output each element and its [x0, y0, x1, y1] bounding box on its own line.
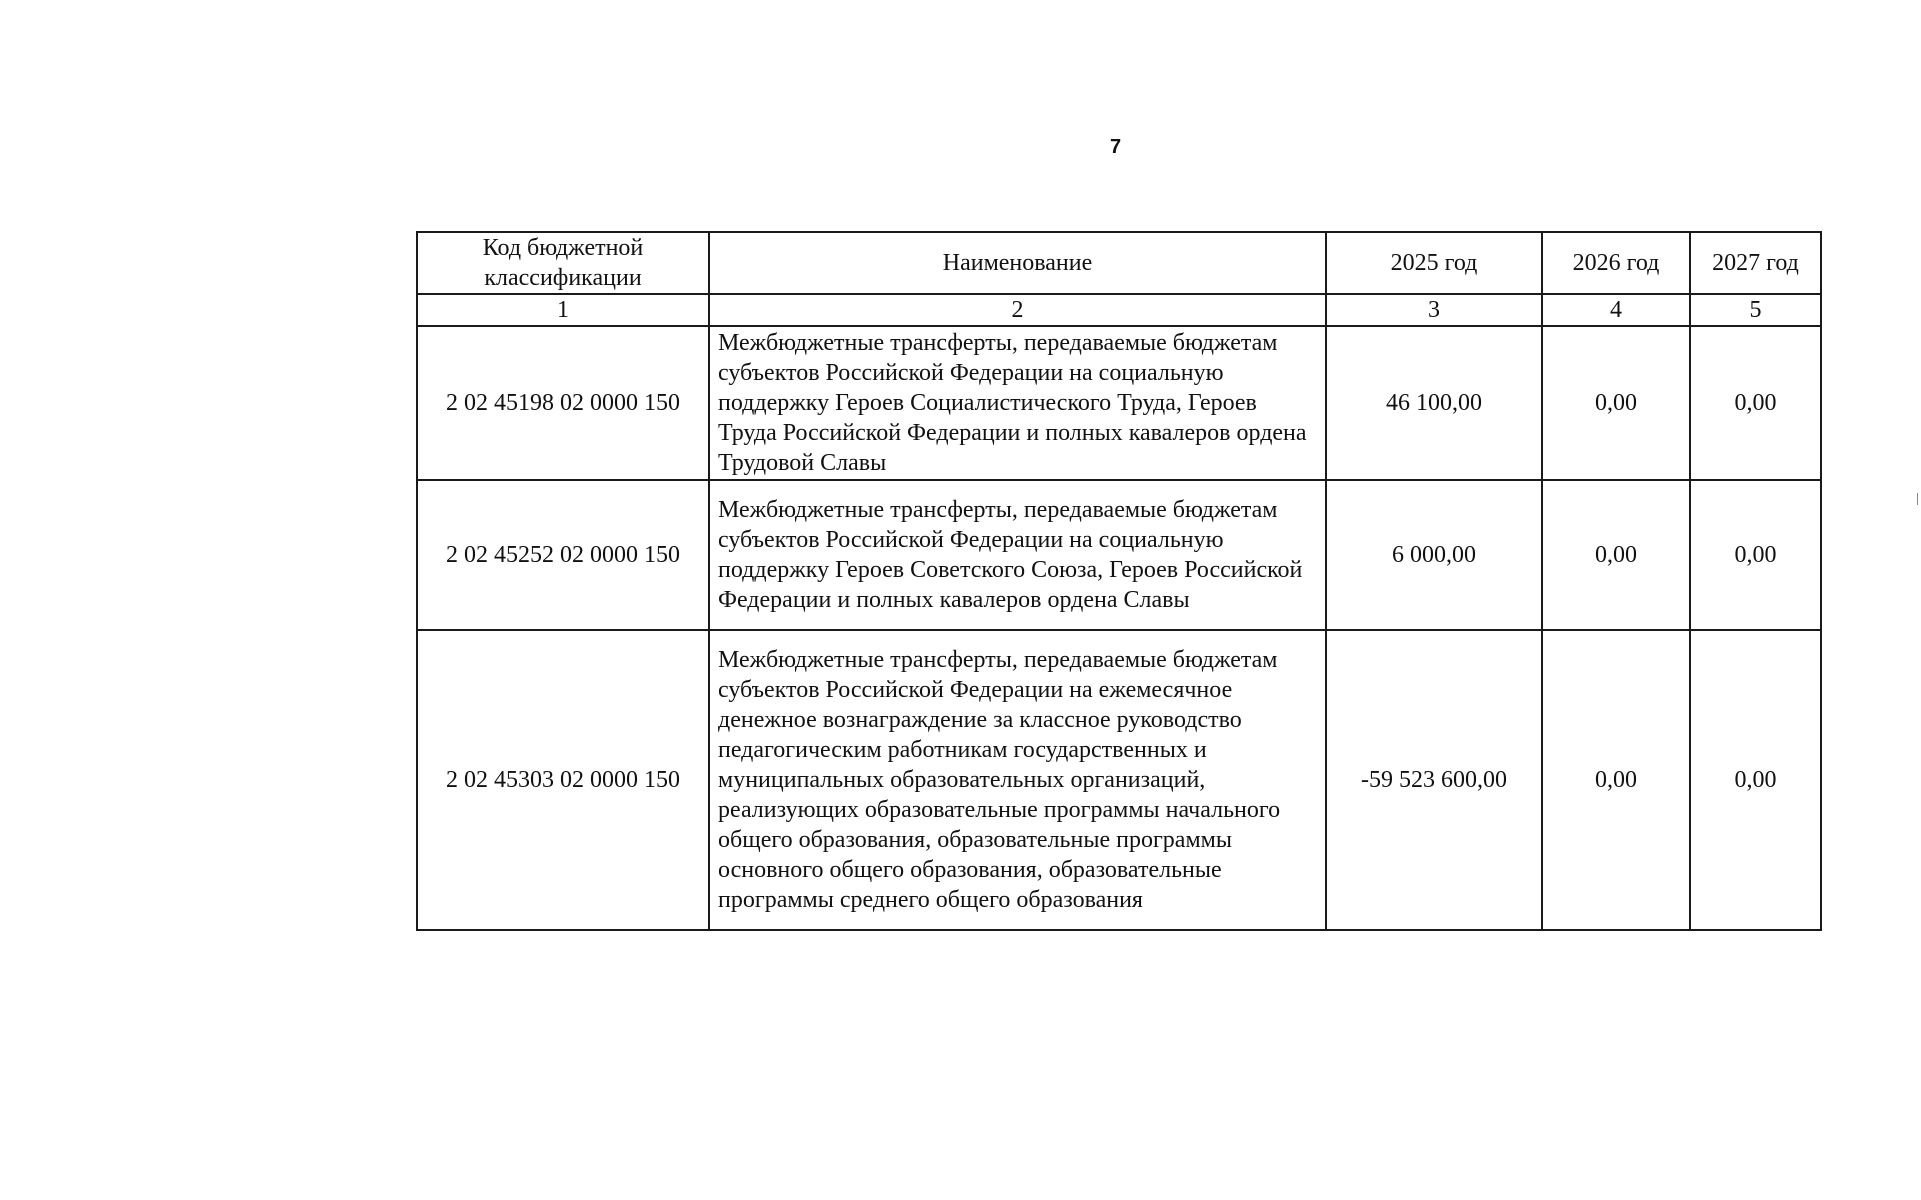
description-cell: Межбюджетные трансферты, передаваемые бюджетам субъектов Российской Федерации на социальную поддержку Героев Социалистического Труда, Героев Труда Российской Федерации и полных кавалеров ордена Трудовой Славы [709, 326, 1326, 480]
amount-2027-cell: 0,00 [1690, 480, 1821, 630]
budget-code-cell: 2 02 45303 02 0000 150 [417, 630, 709, 930]
column-number-row [417, 294, 1821, 326]
table-header-row [417, 232, 1821, 294]
amount-2025-cell: -59 523 600,00 [1326, 630, 1542, 930]
amount-2027-cell: 0,00 [1690, 326, 1821, 480]
column-number: 5 [1690, 294, 1821, 326]
column-number: 3 [1326, 294, 1542, 326]
budget-code-cell: 2 02 45198 02 0000 150 [417, 326, 709, 480]
table-row [417, 326, 1821, 480]
column-number: 2 [709, 294, 1326, 326]
amount-2027-cell: 0,00 [1690, 630, 1821, 930]
description-cell: Межбюджетные трансферты, передаваемые бюджетам субъектов Российской Федерации на социальную поддержку Героев Советского Союза, Героев Российской Федерации и полных кавалеров ордена Славы [709, 480, 1326, 630]
amount-2025-cell: 6 000,00 [1326, 480, 1542, 630]
budget-table [416, 231, 1822, 931]
header-year-2025: 2025 год [1326, 232, 1542, 294]
header-code: Код бюджетной классификации [417, 232, 709, 294]
table-row [417, 480, 1821, 630]
column-number: 4 [1542, 294, 1690, 326]
header-year-2027: 2027 год [1690, 232, 1821, 294]
budget-code-cell: 2 02 45252 02 0000 150 [417, 480, 709, 630]
scan-mark [1917, 493, 1918, 505]
amount-2026-cell: 0,00 [1542, 326, 1690, 480]
table-row [417, 630, 1821, 930]
page-number: 7 [1110, 136, 1122, 158]
description-cell: Межбюджетные трансферты, передаваемые бюджетам субъектов Российской Федерации на ежемесячное денежное вознаграждение за классное руководство педагогическим работникам государственных и муниципальных образовательных организаций, реализующих образовательные программы начального общего образования, образовательные программы основного общего образования, образовательные программы среднего общего образования [709, 630, 1326, 930]
column-number: 1 [417, 294, 709, 326]
amount-2026-cell: 0,00 [1542, 480, 1690, 630]
header-year-2026: 2026 год [1542, 232, 1690, 294]
header-name: Наименование [709, 232, 1326, 294]
amount-2025-cell: 46 100,00 [1326, 326, 1542, 480]
amount-2026-cell: 0,00 [1542, 630, 1690, 930]
